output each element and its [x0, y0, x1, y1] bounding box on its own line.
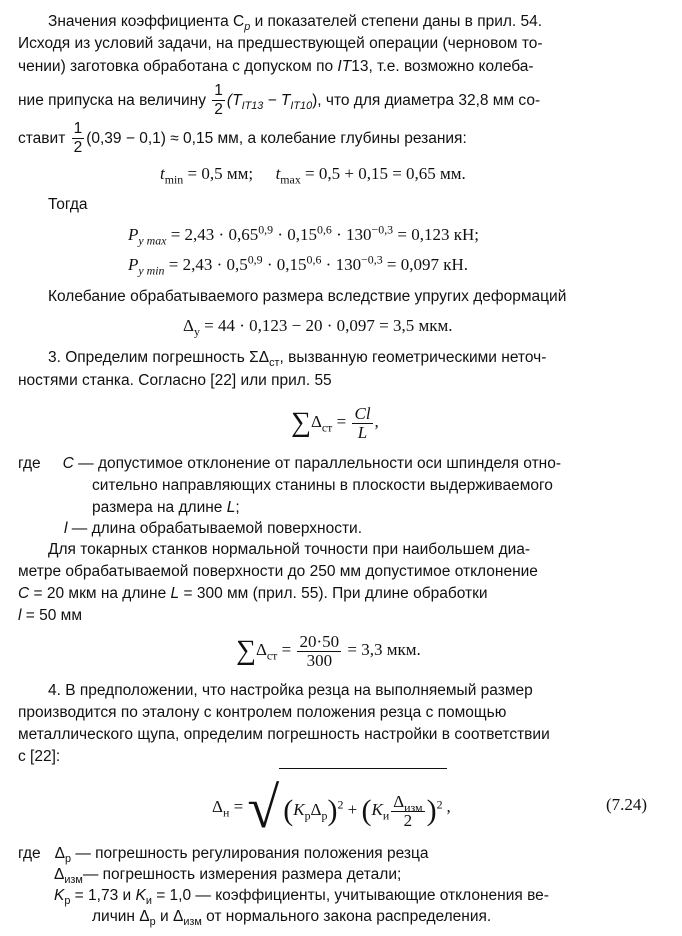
formula-pymin: $P_{y min} = 2,43 \cdot 0,5^{0,9} \cdot 0,15^{0,6} \cdot 130^{-0,3} = 0,097$ кН. — [128, 252, 469, 278]
definition-line: сительно направляющих станины в плоскости выдерживаемого — [92, 477, 553, 494]
paragraph-line: метре обрабатываемой поверхности до 250 мм допустимое отклонение — [18, 563, 538, 580]
radicand: $(K_р\Delta_р)^2 + (K_и$ $\frac{\Delta_{изм}}{2}$ )$^2$ — [279, 768, 446, 848]
fraction: $\frac{Cl}{L}$ — [354, 403, 371, 442]
definition-line: размера на длине L; — [92, 499, 240, 516]
paragraph-line: с [22]: — [18, 748, 61, 765]
paragraph-line: Исходя из условий задачи, на предшествующей операции (черновом то- — [18, 35, 543, 52]
paragraph-line: ставит $\frac{1}{2}$ (0,39 − 0,1) ≈ 0,15 мм, а колебание глубины резания: — [18, 120, 467, 157]
paragraph-line: чении) заготовка обработана с допуском по IT13, т.е. возможно колеба- — [18, 58, 534, 75]
paragraph-line: Для токарных станков нормальной точности при наибольшем диа- — [48, 541, 531, 558]
equation-number: (7.24) — [606, 795, 648, 814]
paragraph-line: Тогда — [48, 196, 88, 213]
formula-7-24: $\Delta_н$ = √ $(K_р\Delta_р)^2 + (K_и$ $\frac{\Delta_{изм}}{2}$ )$^2$ , — [212, 768, 451, 848]
definition-line: $K_р = 1,73$ и $K_и = 1,0$ — коэффициенты, учитывающие отклонения ве- — [54, 887, 549, 908]
fraction: $\frac{20\cdot 50}{300}$ — [299, 631, 340, 670]
definition-line: где $\Delta_р$ — погрешность регулирования положения резца — [18, 845, 429, 866]
definition-line: l — длина обрабатываемой поверхности. — [64, 520, 363, 537]
formula-sum-st-value: $\sum\Delta_{ст}$ = $\frac{20\cdot 50}{300}$ = 3,3 мкм. — [236, 631, 421, 670]
paragraph-line: Значения коэффициента $C_p$ и показателей степени даны в прил. 54. — [48, 13, 543, 34]
paragraph-line: 3. Определим погрешность $\Sigma\Delta_{ст}$, вызванную геометрическими неточ- — [48, 349, 547, 370]
formula-dy: $\Delta_у = 44 \cdot 0,123 - 20 \cdot 0,097 = 3,5$ мкм. — [183, 316, 453, 339]
fraction: $\frac{1}{2}$ — [73, 120, 83, 157]
definition-line: $\Delta_{изм}—$ погрешность измерения размера детали; — [54, 866, 402, 887]
formula-sum-st: $\sum\Delta_{ст}$ = $\frac{Cl}{L}$ , — [291, 403, 379, 442]
paragraph-line: C = 20 мкм на длине L = 300 мм (прил. 55). При длине обработки — [18, 585, 488, 602]
paragraph-line: производится по эталону с контролем положения резца с помощью — [18, 704, 507, 721]
paragraph-line: металлического щупа, определим погрешность настройки в соответствии — [18, 726, 550, 743]
fraction: $\frac{\Delta_{изм}}{2}$ — [393, 791, 423, 830]
paragraph-line: ностями станка. Согласно [22] или прил. 55 — [18, 372, 332, 389]
paragraph-line: ние припуска на величину $\frac{1}{2}$ $(T_{IT13} - T_{IT10})$, что для диаметра 32,8 мм со- — [18, 82, 541, 119]
formula-t: $t_{min} = 0,5$ мм; $t_{max} = 0,5 + 0,15 = 0,65$ мм. — [160, 164, 466, 187]
paragraph-line: 4. В предположении, что настройка резца на выполняемый размер — [48, 682, 533, 699]
definition-line: личин $\Delta_р$ и $\Delta_{изм}$ от нормального закона распределения. — [92, 908, 492, 929]
formula-pymax: $P_{y max} = 2,43 \cdot 0,65^{0,9} \cdot 0,15^{0,6} \cdot 130^{-0,3} = 0,123$ кН; — [128, 222, 479, 248]
definition-line: где C — допустимое отклонение от параллельности оси шпинделя отно- — [18, 455, 562, 472]
sqrt-sign: √ — [247, 775, 280, 841]
paragraph-line: Колебание обрабатываемого размера вследствие упругих деформаций — [48, 288, 567, 305]
fraction: $\frac{1}{2}$ — [214, 82, 223, 119]
paragraph-line: l = 50 мм — [18, 607, 82, 624]
